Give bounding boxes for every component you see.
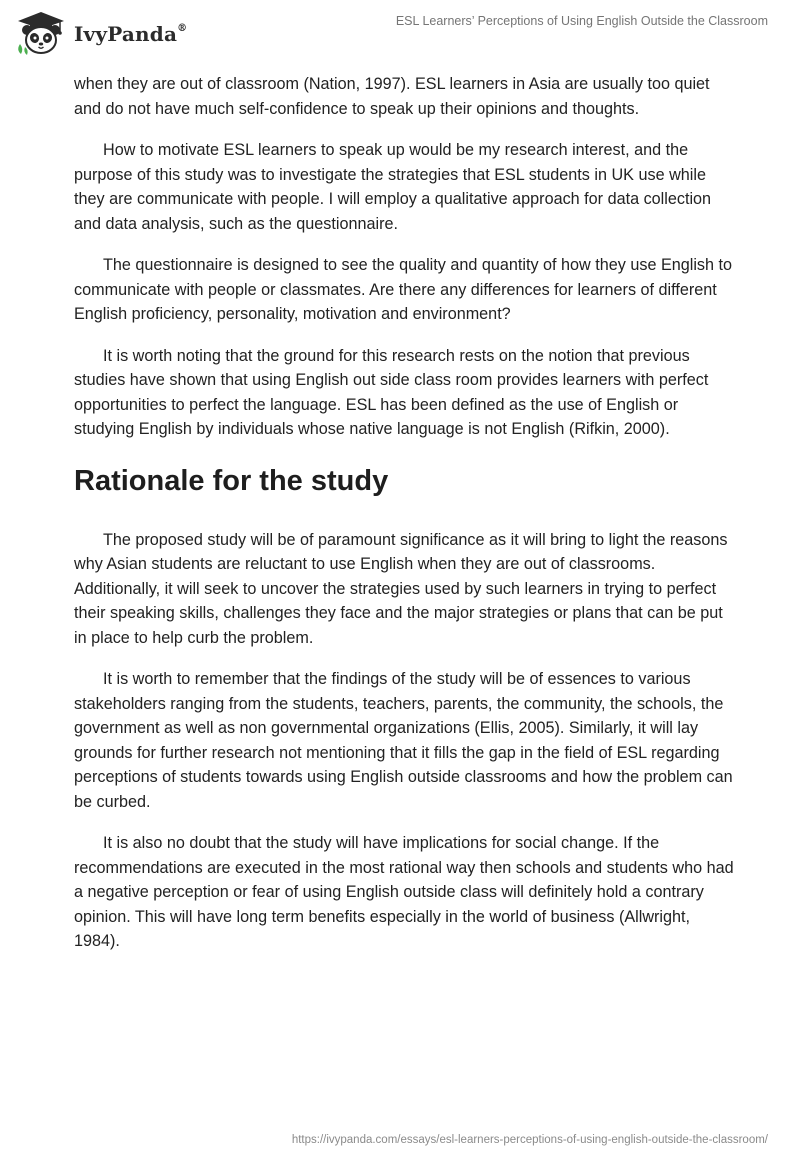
source-url[interactable]: https://ivypanda.com/essays/esl-learners-perceptions-of-using-english-outside-the-classroom/ — [291, 1134, 768, 1146]
page-header — [0, 0, 800, 70]
paragraph: How to motivate ESL learners to speak up would be my research interest, and the purpose of this study was to investigate the strategies that ESL students in UK use while they are communicate with people. I will employ a qualitative approach for data collection and data analysis, such as the questionnaire. — [74, 141, 712, 233]
paragraph: It is worth to remember that the findings of the study will be of essences to various stakeholders ranging from the students, teachers, parents, the community, the schools, the government as well as non governmental organizations (Ellis, 2005). Similarly, it will lay grounds for further research not mentioning that it fills the gap in the field of ESL regarding perceptions of students towards using English outside classrooms and how the problem can be curbed. — [74, 670, 733, 811]
paragraph: when they are out of classroom (Nation, 1997). ESL learners in Asia are usually too quiet and do not have much self-confidence to speak up their opinions and thoughts. — [74, 75, 710, 118]
section-heading: Rationale for the study — [74, 464, 389, 497]
brand-name: IvyPanda® — [74, 22, 188, 46]
document-title: ESL Learners’ Perceptions of Using English Outside the Classroom — [395, 14, 768, 28]
paragraph: It is also no doubt that the study will have implications for social change. If the recommendations are executed in the most rational way then schools and students who had a negative perception or fear of using English outside class will definitely hold a contrary opinion. This will have long term benefits especially in the world of business (Allwright, 1984). — [74, 834, 734, 950]
paragraph: It is worth noting that the ground for this research rests on the notion that previous studies have shown that using English out side class room provides learners with perfect opportunities to perfect the language. ESL has been defined as the use of English or studying English by individuals whose native language is not English (Rifkin, 2000). — [74, 346, 709, 438]
registered-mark: ® — [177, 23, 188, 35]
ivypanda-logo[interactable] — [14, 10, 187, 56]
paragraph: The proposed study will be of paramount significance as it will bring to light the reasons why Asian students are reluctant to use English when they are out of classrooms. Additionally, it will seek to uncover the strategies used by such learners in trying to perfect their speaking skills, challenges they face and the major strategies or plans that can be put in place to help curb the problem. — [74, 530, 728, 647]
essay-content — [74, 72, 734, 971]
panda-graduation-cap-icon — [14, 10, 68, 56]
paragraph: The questionnaire is designed to see the quality and quantity of how they use English to communicate with people or classmates. Are there any differences for learners of different English proficiency, personality, motivation and environment? — [74, 256, 733, 323]
